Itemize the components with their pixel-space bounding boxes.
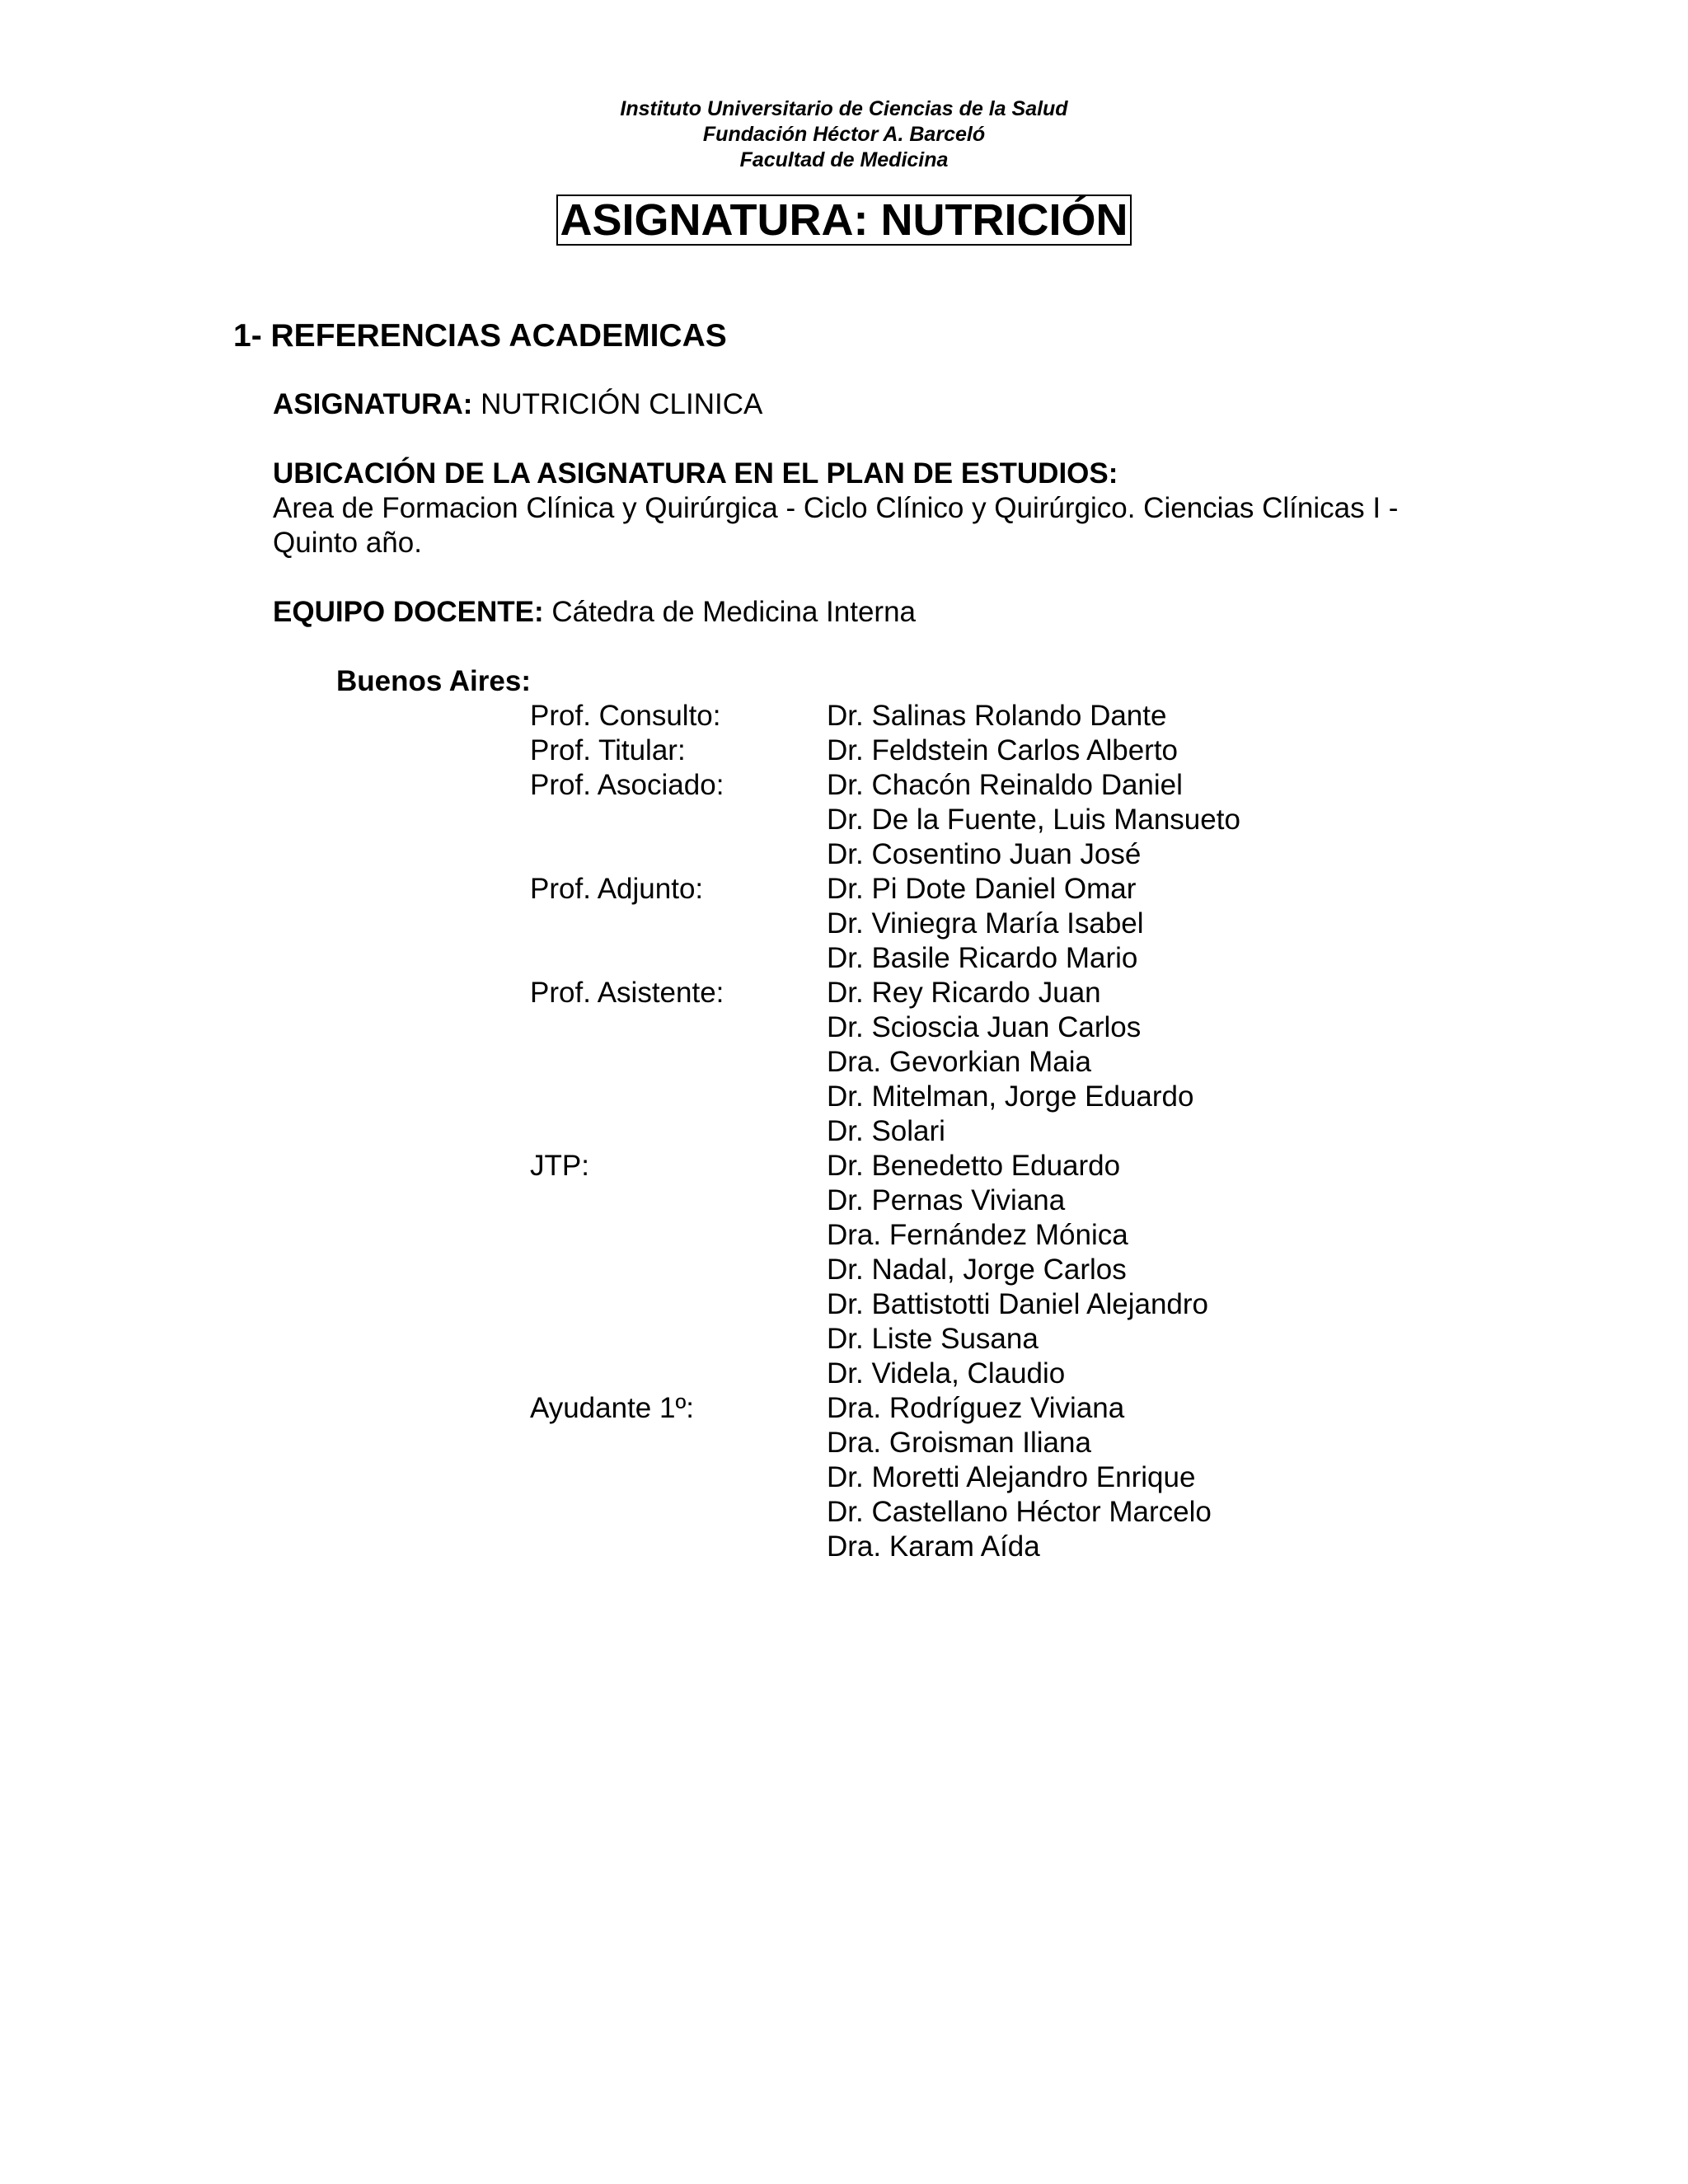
- roster-member-name: Dr. Benedetto Eduardo: [827, 1150, 1121, 1182]
- ubicacion-block: [273, 457, 1468, 560]
- roster-member-name: Dr. Liste Susana: [827, 1323, 1039, 1355]
- roster-member-name: Dr. Chacón Reinaldo Daniel: [827, 769, 1183, 801]
- foundation-name: Fundación Héctor A. Barceló: [702, 123, 986, 146]
- institution-header: [0, 96, 1688, 173]
- asignatura-line: [273, 387, 1468, 422]
- roster-member-name: Dr. Cosentino Juan José: [827, 838, 1142, 870]
- roster-member-name: Dr. Feldstein Carlos Alberto: [827, 734, 1179, 766]
- section-heading: 1- REFERENCIAS ACADEMICAS: [233, 318, 727, 354]
- roster-member-name: Dr. Rey Ricardo Juan: [827, 977, 1101, 1009]
- title-container: [0, 194, 1688, 246]
- roster-member-name: Dra. Groisman Iliana: [827, 1427, 1091, 1459]
- roster-member-name: Dra. Karam Aída: [827, 1530, 1040, 1563]
- roster-member-name: Dr. Nadal, Jorge Carlos: [827, 1254, 1127, 1286]
- roster-member-name: Dr. Salinas Rolando Dante: [827, 700, 1167, 732]
- ubicacion-value: Area de Formacion Clínica y Quirúrgica - Ciclo Clínico y Quirúrgico. Ciencias Clínicas I - Quinto año.: [273, 492, 1399, 559]
- roster-member-name: Dr. Battistotti Daniel Alejandro: [827, 1288, 1209, 1320]
- roster-member-name: Dr. Mitelman, Jorge Eduardo: [827, 1080, 1194, 1113]
- roster-role: Prof. Consulto:: [530, 700, 721, 732]
- roster-member-name: Dr. Videla, Claudio: [827, 1357, 1066, 1390]
- roster-member-name: Dra. Fernández Mónica: [827, 1219, 1128, 1251]
- roster-member-name: Dr. Moretti Alejandro Enrique: [827, 1461, 1196, 1493]
- roster-role: Prof. Titular:: [530, 734, 686, 766]
- equipo-line: [273, 595, 1468, 630]
- roster-member-name: Dr. Solari: [827, 1115, 945, 1147]
- roster-member-name: Dr. Pi Dote Daniel Omar: [827, 873, 1137, 905]
- roster-member-name: Dr. De la Fuente, Luis Mansueto: [827, 804, 1240, 836]
- page-title: ASIGNATURA: NUTRICIÓN: [556, 194, 1132, 246]
- roster-member-name: Dr. Basile Ricardo Mario: [827, 942, 1138, 974]
- asignatura-label: ASIGNATURA:: [273, 388, 473, 420]
- roster-role: Prof. Asistente:: [530, 977, 724, 1009]
- roster-member-name: Dra. Gevorkian Maia: [827, 1046, 1091, 1078]
- roster-member-name: Dr. Castellano Héctor Marcelo: [827, 1496, 1212, 1528]
- roster-member-name: Dr. Pernas Viviana: [827, 1184, 1066, 1216]
- asignatura-value: NUTRICIÓN CLINICA: [472, 388, 763, 420]
- roster-role: JTP:: [530, 1150, 589, 1182]
- equipo-label: EQUIPO DOCENTE:: [273, 596, 544, 628]
- institution-name: Instituto Universitario de Ciencias de la Salud: [620, 97, 1068, 120]
- roster-role: Prof. Adjunto:: [530, 873, 704, 905]
- roster-member-name: Dr. Scioscia Juan Carlos: [827, 1011, 1142, 1043]
- city-label: Buenos Aires:: [336, 665, 531, 697]
- roster-role: Prof. Asociado:: [530, 769, 724, 801]
- ubicacion-label: UBICACIÓN DE LA ASIGNATURA EN EL PLAN DE ESTUDIOS:: [273, 457, 1118, 490]
- equipo-value: Cátedra de Medicina Interna: [543, 596, 917, 628]
- roster-member-name: Dr. Viniegra María Isabel: [827, 907, 1144, 940]
- roster-member-name: Dra. Rodríguez Viviana: [827, 1392, 1125, 1424]
- roster-role: Ayudante 1º:: [530, 1392, 694, 1424]
- faculty-name: Facultad de Medicina: [739, 148, 949, 171]
